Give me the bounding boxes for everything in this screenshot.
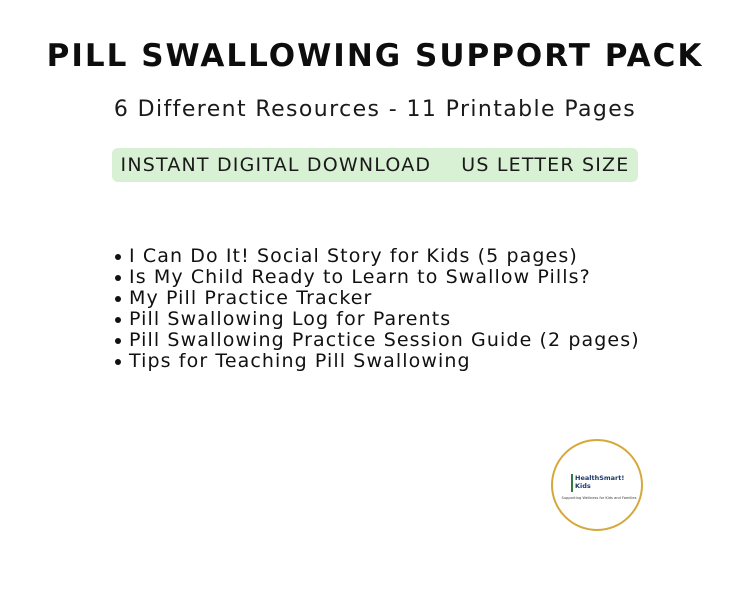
page-subtitle: 6 Different Resources - 11 Printable Pages (113, 97, 637, 122)
list-item (115, 267, 640, 288)
list-item-label: My Pill Practice Tracker (129, 287, 373, 309)
list-item (115, 309, 640, 330)
bullet-icon (115, 296, 121, 302)
brand-logo (551, 439, 643, 531)
logo-tagline: Supporting Wellness for Kids and Families (561, 496, 637, 500)
logo-accent-bar (571, 474, 573, 492)
bullet-icon (115, 317, 121, 323)
bullet-icon (115, 254, 121, 260)
list-item-label: I Can Do It! Social Story for Kids (5 pages) (129, 245, 578, 267)
paper-size-label: US LETTER SIZE (461, 154, 630, 176)
list-item-label: Pill Swallowing Practice Session Guide (2 pages) (129, 329, 640, 351)
logo-brand-line2: Kids (575, 482, 591, 490)
logo-brand-name (575, 474, 635, 490)
list-item-label: Pill Swallowing Log for Parents (129, 308, 452, 330)
resource-list (115, 246, 640, 372)
logo-brand-line1: HealthSmart! (575, 474, 625, 482)
list-item (115, 351, 640, 372)
list-item (115, 330, 640, 351)
list-item-label: Is My Child Ready to Learn to Swallow Pills? (129, 266, 591, 288)
bullet-icon (115, 359, 121, 365)
download-info-banner (112, 148, 638, 182)
bullet-icon (115, 338, 121, 344)
list-item (115, 246, 640, 267)
list-item-label: Tips for Teaching Pill Swallowing (129, 350, 471, 372)
instant-download-label: INSTANT DIGITAL DOWNLOAD (120, 154, 432, 176)
bullet-icon (115, 275, 121, 281)
page-title: PILL SWALLOWING SUPPORT PACK (46, 38, 704, 74)
list-item (115, 288, 640, 309)
